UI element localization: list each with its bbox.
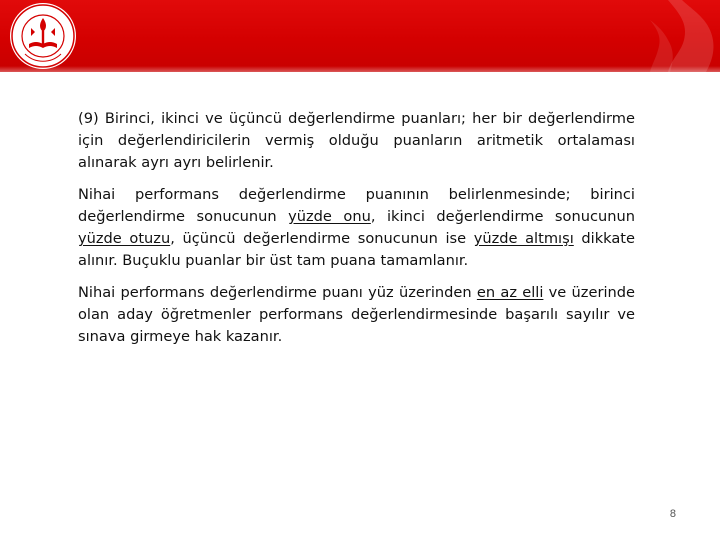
- text-segment: , ikinci değerlendirme sonucunun: [370, 208, 635, 225]
- meb-logo-icon: [9, 2, 77, 70]
- paragraph-9-text: (9) Birinci, ikinci ve üçüncü değerlendirme puanları; her bir değerlendirme için değerlendiricilerin vermiş olduğu puanların aritmetik ortalaması alınarak ayrı ayrı belirlenir.: [78, 110, 635, 171]
- text-segment: Nihai performans değerlendirme puanının belirlenmesinde; birinci değerlendirme sonucunun: [78, 186, 635, 225]
- page-number: 8: [669, 508, 676, 520]
- underlined-percent-ten: yüzde onu: [288, 208, 371, 225]
- paragraph-pass-criteria: [78, 282, 635, 348]
- header-band: [0, 0, 720, 72]
- flame-watermark-icon: [610, 0, 720, 72]
- underlined-percent-sixty: yüzde altmışı: [473, 230, 574, 247]
- text-segment: Nihai performans değerlendirme puanı yüz üzerinden: [78, 284, 477, 301]
- underlined-minimum-fifty: en az elli: [476, 284, 544, 301]
- text-segment: , üçüncü değerlendirme sonucunun ise: [170, 230, 474, 247]
- paragraph-final-score: [78, 184, 635, 272]
- text-segment: dikkate alınır. Buçuklu puanlar bir üst tam puana tamamlanır.: [78, 230, 635, 269]
- paragraph-9: [78, 108, 635, 174]
- body-text: [78, 108, 635, 358]
- text-segment: ve üzerinde olan aday öğretmenler performans değerlendirmesinde başarılı sayılır ve sınava girmeye hak kazanır.: [78, 284, 635, 345]
- underlined-percent-thirty: yüzde otuzu: [78, 230, 171, 247]
